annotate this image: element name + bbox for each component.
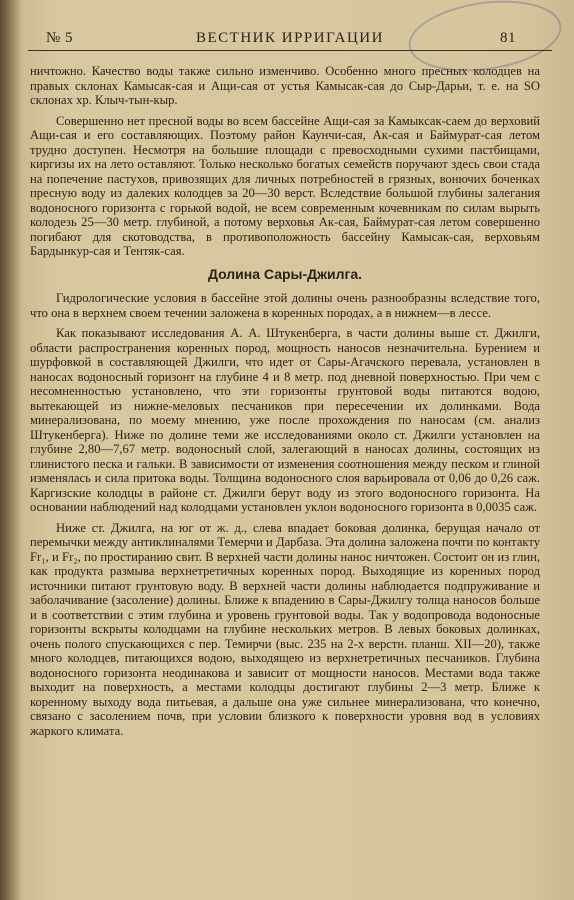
paragraph: Совершенно нет пресной воды во всем бассейне Ащи-сая за Камыкcак-саем до верховий Ащи-сая и его составляющих. Поэтому район Каунчи-сая, Ак-сая и Баймурат-сая летом трудно доступен. Несмотря на большие площади с превосходными сухими пастбищами, киргизы их на лето оставляют. Только несколько богатых семейств поручают здесь свои стада на попечение пастухов, привозящих для личных потребностей в грязных, вонючих боченках пресную воду из далеких колодцев за 20—30 верст. Вследствие большой глубины залегания водоносного горизонта с горькой водой, не всем современным кочевникам по силам вырыть колодезь 25—30 метр. глубиной, а потому верховья Ак-сая, Баймурат-сая летом совершенно погибают для скотоводства, в противоположность бассейну Камысак-сая, верховьям Бардынкур-сая и Тентяк-сая.: [30, 113, 540, 258]
paragraph: Ниже ст. Джилга, на юг от ж. д., слева впадает боковая долинка, берущая начало от перемычки между антиклиналями Темерчи и Дарбаза. Эта долина заложена почти по контакту Fr₁, и Fr₂, по простиранию свит. В верхней части долины нанос ничтожен. Состоит он из глин, как продукта размыва верхнетретичных коренных пород. Выходящие из коренных пород источники питают грунтовую воду. В верхней части долины наблюдается подпруживание и заболачивание (засоление) долины. Ближе к впадению в Сары-Джилгу толща наносов больше и в соответствии с этим глубина и уровень грунтовой воды. Так у водопровода водоносные горизонты вскрыты колодцами на глубине нескольких метров. В левых боковых долинках, очень полого спускающихся с пер. Темирчи (выс. 235 на 2-х верстн. планш. XII—20), также много колодцев, питающихся водою, выходящею из верхнетретичных песчаников. Глубина водоносного горизонта неодинакова и зависит от мощности наносов. Местами вода также выходит на поверхность, а местами колодцы достигают глубины 2—3 метр. Ближе к коренному выходу вода питьевая, а дальше она уже сильнее минерализована, что конечно, связано с засолением почв, при условии близкого к поверхности уровня вод в условиях жаркого климата.: [30, 520, 540, 738]
page-number: 81: [500, 30, 516, 46]
paragraph: Гидрологические условия в бассейне этой долины очень разнообразны вследствие того, что она в верхнем своем течении заложена в коренных породах, а в нижнем—в лессе.: [30, 291, 540, 320]
section-heading: Долина Сары-Джилга.: [207, 265, 363, 282]
paragraph: ничтожно. Качество воды также сильно изменчиво. Особенно много пресных колодцев на правых склонах Камысак-сая и Ащи-сая от устья Камысак-сая до Сыр-Дарьи, т. е. на SO склонах хр. Клыч-тын-кыр.: [30, 64, 540, 107]
issue-number: № 5: [46, 30, 74, 46]
header-rule: [28, 50, 552, 51]
running-header: [46, 26, 516, 50]
article-body: [30, 64, 540, 744]
paragraph: Как показывают исследования А. А. Штукенберга, в части долины выше ст. Джилги, области распространения коренных пород, мощность наносов незначительна. Бурением и шурфовкой в составляющей Джилги, что идет от Сары-Агачского перевала, установлен в наносах водоносный горизонт на глубине 4 и 8 метр. под дневной поверхностью. При чем с несомненностью установлено, что эти горизонты грунтовой воды питаются водою, вытекающей из нижне-меловых песчаников при пересечении их долинками. Вода минерализована, по моему мнению, уже после прохождения по наносам (см. анализ Штукенберга). Ниже по долине теми же исследованиями около ст. Джилги установлен на глубине 2,80—7,67 метр. водоносный слой, залегающий в наносах долины, состоящих из глинистого песка и гальки. В зависимости от изменения соотношения между песком и глиной изменялась и сила притока воды. Толщина водоносного слоя варьировала от 0,06 до 0,26 саж. Каргизские колодцы в районе ст. Джилги берут воду из этого водоносного горизонта. На основании наблюдений над колодцами установлен уклон водоносного горизонта в 0,0035 саж.: [30, 326, 540, 514]
journal-title: ВЕСТНИК ИРРИГАЦИИ: [196, 30, 384, 46]
